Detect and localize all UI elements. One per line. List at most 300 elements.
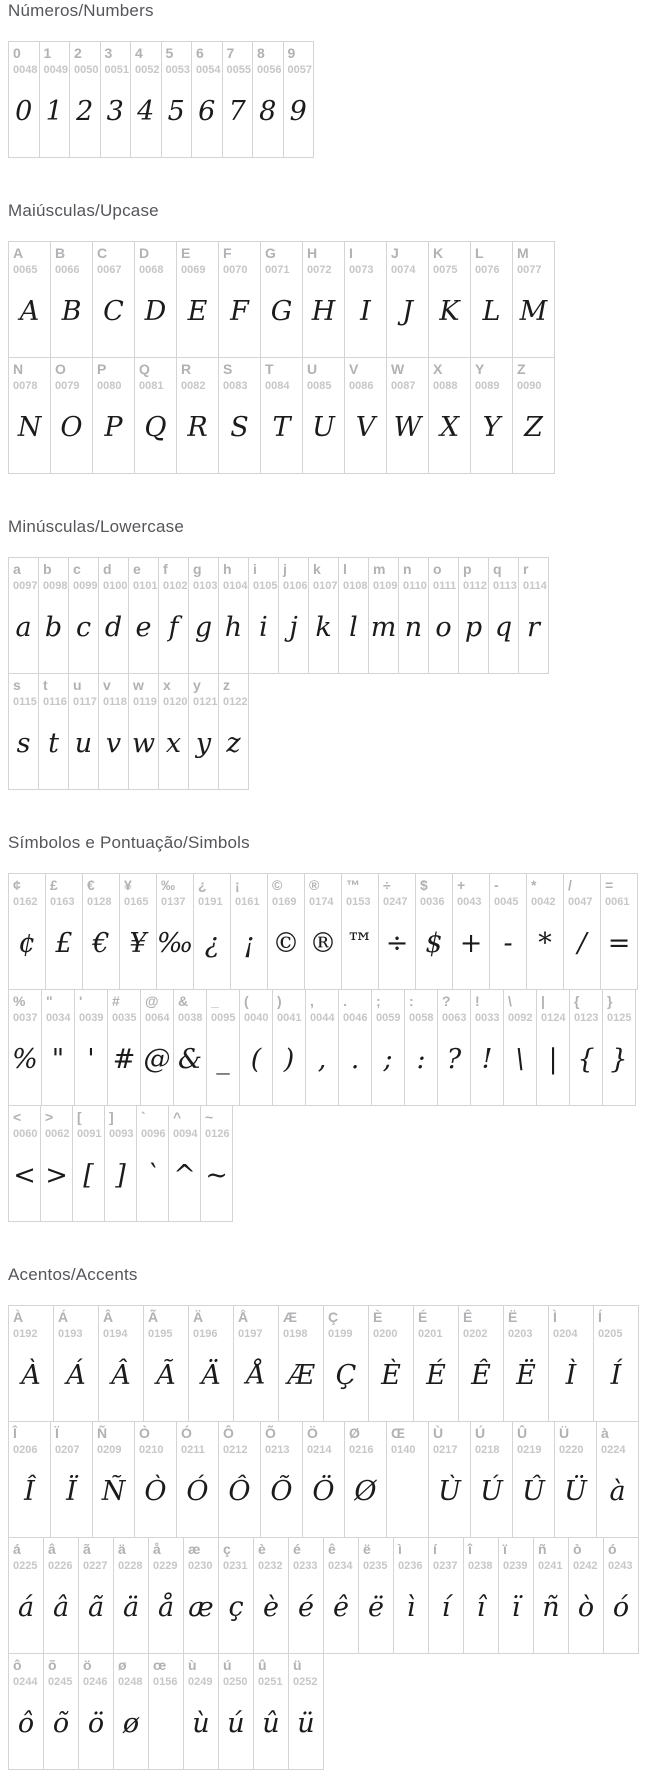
cell-unicode-code: 0117 xyxy=(73,696,97,708)
cell-unicode-code: 0249 xyxy=(188,1676,213,1688)
cell-glyph: à xyxy=(609,1475,626,1507)
cell-unicode-code: 0076 xyxy=(475,264,500,276)
cell-unicode-code: 0229 xyxy=(153,1560,178,1572)
cell-unicode-code: 0174 xyxy=(309,896,334,908)
cell-unicode-code: 0220 xyxy=(559,1444,584,1456)
cell-unicode-code: 0197 xyxy=(238,1328,263,1340)
cell-glyph: é xyxy=(298,1591,314,1623)
glyph-row xyxy=(8,673,653,790)
cell-character-label: 3 xyxy=(104,45,113,61)
cell-character-label: Ù xyxy=(433,1425,444,1441)
cell-character-label: û xyxy=(258,1657,267,1673)
cell-unicode-code: 0063 xyxy=(442,1012,467,1024)
cell-character-label: Ì xyxy=(553,1309,557,1325)
cell-character-label: ê xyxy=(328,1541,336,1557)
glyph-cell xyxy=(368,1305,414,1422)
cell-glyph: B xyxy=(61,295,82,327)
cell-character-label: F xyxy=(223,245,232,261)
cell-unicode-code: 0085 xyxy=(307,380,332,392)
cell-glyph: Ø xyxy=(354,1475,377,1507)
cell-unicode-code: 0038 xyxy=(178,1012,203,1024)
cell-unicode-code: 0097 xyxy=(13,580,38,592)
cell-character-label: í xyxy=(433,1541,437,1557)
cell-glyph: $ xyxy=(425,927,443,959)
cell-glyph: ? xyxy=(446,1043,462,1075)
glyph-cell xyxy=(278,557,309,674)
cell-glyph: Î xyxy=(24,1475,35,1507)
glyph-cell xyxy=(428,357,471,474)
cell-character-label: Æ xyxy=(283,1309,297,1325)
cell-glyph: Ò xyxy=(144,1475,167,1507)
cell-unicode-code: 0118 xyxy=(103,696,127,708)
glyph-cell xyxy=(536,989,570,1106)
section-title: Minúsculas/Lowercase xyxy=(8,517,184,536)
glyph-cell xyxy=(8,873,46,990)
glyph-cell xyxy=(134,357,177,474)
cell-glyph: ) xyxy=(283,1043,295,1075)
cell-unicode-code: 0218 xyxy=(475,1444,500,1456)
glyph-cell xyxy=(512,241,555,358)
glyph-cell xyxy=(78,1537,114,1654)
cell-unicode-code: 0064 xyxy=(145,1012,170,1024)
glyph-cell xyxy=(233,1305,279,1422)
cell-character-label: ã xyxy=(83,1541,91,1557)
cell-glyph: V xyxy=(355,411,376,443)
cell-character-label: Ê xyxy=(463,1309,473,1325)
cell-character-label: n xyxy=(403,561,412,577)
cell-glyph: í xyxy=(441,1591,451,1623)
cell-character-label: + xyxy=(457,877,466,893)
glyph-row xyxy=(8,873,653,990)
glyph-cell xyxy=(68,673,99,790)
cell-unicode-code: 0035 xyxy=(112,1012,137,1024)
glyph-cell xyxy=(338,557,369,674)
cell-glyph: Ú xyxy=(480,1475,503,1507)
glyph-cell xyxy=(533,1537,569,1654)
cell-character-label: õ xyxy=(48,1657,57,1673)
glyph-cell xyxy=(368,557,399,674)
cell-glyph: I xyxy=(360,295,371,327)
cell-unicode-code: 0241 xyxy=(538,1560,563,1572)
glyph-cell xyxy=(323,1305,369,1422)
cell-unicode-code: 0057 xyxy=(287,64,312,76)
glyph-cell xyxy=(98,1305,144,1422)
glyph-cell xyxy=(53,1305,99,1422)
cell-glyph: Z xyxy=(524,411,543,443)
cell-unicode-code: 0043 xyxy=(457,896,482,908)
cell-glyph: l xyxy=(349,611,358,643)
section-accents xyxy=(8,1266,653,1770)
cell-unicode-code: 0162 xyxy=(13,896,38,908)
cell-glyph: F xyxy=(230,295,249,327)
cell-glyph: Á xyxy=(66,1359,86,1391)
cell-glyph: ` xyxy=(145,1159,160,1191)
cell-character-label: à xyxy=(601,1425,609,1441)
cell-glyph: a xyxy=(15,611,32,643)
cell-unicode-code: 0202 xyxy=(463,1328,488,1340)
cell-glyph: £ xyxy=(55,927,73,959)
cell-unicode-code: 0104 xyxy=(223,580,248,592)
glyph-cell xyxy=(252,41,284,158)
glyph-cell xyxy=(386,357,429,474)
cell-character-label: Ã xyxy=(148,1309,159,1325)
glyph-cell xyxy=(248,557,279,674)
cell-unicode-code: 0119 xyxy=(133,696,157,708)
cell-character-label: / xyxy=(568,877,572,893)
cell-glyph: Ã xyxy=(156,1359,176,1391)
cell-character-label: H xyxy=(307,245,318,261)
glyph-cell xyxy=(50,357,93,474)
cell-unicode-code: 0216 xyxy=(349,1444,374,1456)
cell-unicode-code: 0041 xyxy=(277,1012,302,1024)
cell-character-label: d xyxy=(103,561,112,577)
glyph-cell xyxy=(338,989,372,1106)
glyph-cell xyxy=(183,1653,219,1770)
glyph-grid xyxy=(8,41,653,158)
glyph-cell xyxy=(341,873,379,990)
glyph-cell xyxy=(428,241,471,358)
cell-unicode-code: 0092 xyxy=(508,1012,533,1024)
cell-unicode-code: 0047 xyxy=(568,896,593,908)
glyph-cell xyxy=(78,1653,114,1770)
cell-unicode-code: 0049 xyxy=(43,64,68,76)
cell-glyph: ' xyxy=(87,1043,95,1075)
cell-character-label: ¢ xyxy=(13,877,21,893)
cell-unicode-code: 0230 xyxy=(188,1560,213,1572)
cell-glyph: : xyxy=(416,1043,426,1075)
glyph-cell xyxy=(92,1421,135,1538)
cell-character-label: k xyxy=(313,561,321,577)
cell-glyph: 9 xyxy=(289,95,307,127)
cell-character-label: ø xyxy=(118,1657,127,1673)
cell-unicode-code: 0214 xyxy=(307,1444,332,1456)
cell-character-label: ^ xyxy=(173,1109,182,1125)
cell-glyph: Y xyxy=(482,411,501,443)
cell-glyph: Ï xyxy=(66,1475,77,1507)
cell-glyph: ì xyxy=(406,1591,416,1623)
cell-character-label: 1 xyxy=(43,45,52,61)
glyph-cell xyxy=(398,557,429,674)
cell-unicode-code: 0044 xyxy=(310,1012,335,1024)
cell-character-label: A xyxy=(13,245,24,261)
cell-character-label: w xyxy=(133,677,144,693)
cell-unicode-code: 0199 xyxy=(328,1328,353,1340)
cell-unicode-code: 0078 xyxy=(13,380,38,392)
cell-unicode-code: 0251 xyxy=(258,1676,283,1688)
cell-unicode-code: 0193 xyxy=(58,1328,83,1340)
cell-glyph: ÷ xyxy=(385,927,409,959)
glyph-cell xyxy=(563,873,601,990)
glyph-row xyxy=(8,1105,653,1222)
cell-character-label: Õ xyxy=(265,1425,276,1441)
glyph-cell xyxy=(458,557,489,674)
cell-glyph: . xyxy=(350,1043,360,1075)
glyph-cell xyxy=(107,989,141,1106)
cell-unicode-code: 0236 xyxy=(398,1560,423,1572)
cell-unicode-code: 0213 xyxy=(265,1444,290,1456)
cell-character-label: ñ xyxy=(538,1541,547,1557)
cell-glyph: Û xyxy=(522,1475,545,1507)
cell-unicode-code: 0243 xyxy=(608,1560,633,1572)
glyph-cell xyxy=(92,241,135,358)
cell-character-label: ï xyxy=(503,1541,507,1557)
glyph-cell xyxy=(518,557,549,674)
cell-unicode-code: 0037 xyxy=(13,1012,38,1024)
cell-unicode-code: 0192 xyxy=(13,1328,38,1340)
glyph-cell xyxy=(278,1305,324,1422)
cell-unicode-code: 0033 xyxy=(475,1012,500,1024)
cell-character-label: J xyxy=(391,245,399,261)
cell-glyph: 1 xyxy=(45,95,63,127)
glyph-cell xyxy=(200,1105,233,1222)
cell-glyph: Ó xyxy=(186,1475,209,1507)
cell-glyph: ù xyxy=(192,1707,210,1739)
cell-glyph: å xyxy=(157,1591,175,1623)
cell-glyph: U xyxy=(312,411,335,443)
cell-character-label: œ xyxy=(153,1657,167,1673)
cell-character-label: ? xyxy=(442,993,451,1009)
glyph-cell xyxy=(8,1421,51,1538)
cell-unicode-code: 0137 xyxy=(161,896,186,908)
glyph-cell xyxy=(222,41,254,158)
glyph-cell xyxy=(72,1105,105,1222)
cell-glyph: ^ xyxy=(173,1159,196,1191)
cell-unicode-code: 0081 xyxy=(139,380,164,392)
cell-glyph: D xyxy=(144,295,167,327)
glyph-cell xyxy=(188,1305,234,1422)
glyph-row xyxy=(8,357,653,474)
cell-character-label: 2 xyxy=(74,45,82,61)
glyph-cell xyxy=(393,1537,429,1654)
cell-unicode-code: 0103 xyxy=(193,580,218,592)
cell-character-label: * xyxy=(531,877,537,893)
glyph-cell xyxy=(40,1105,73,1222)
cell-glyph: N xyxy=(17,411,42,443)
cell-unicode-code: 0053 xyxy=(165,64,190,76)
cell-character-label: c xyxy=(73,561,81,577)
cell-character-label: Ä xyxy=(193,1309,204,1325)
cell-unicode-code: 0231 xyxy=(223,1560,248,1572)
cell-character-label: b xyxy=(43,561,52,577)
cell-character-label: B xyxy=(55,245,66,261)
cell-glyph: M xyxy=(519,295,548,327)
cell-glyph: ç xyxy=(228,1591,244,1623)
cell-glyph: ¥ xyxy=(129,927,147,959)
cell-glyph: â xyxy=(52,1591,70,1623)
cell-character-label: , xyxy=(310,993,314,1009)
cell-unicode-code: 0245 xyxy=(48,1676,73,1688)
cell-character-label: v xyxy=(103,677,111,693)
glyph-cell xyxy=(218,1537,254,1654)
glyph-cell xyxy=(98,673,129,790)
glyph-cell xyxy=(260,357,303,474)
cell-glyph: Ù xyxy=(438,1475,461,1507)
cell-unicode-code: 0237 xyxy=(433,1560,458,1572)
glyph-cell xyxy=(43,1653,79,1770)
cell-glyph: e xyxy=(135,611,152,643)
cell-glyph: { xyxy=(577,1043,595,1075)
cell-glyph: A xyxy=(19,295,40,327)
cell-character-label: ÷ xyxy=(383,877,391,893)
glyph-cell xyxy=(140,989,174,1106)
cell-character-label: m xyxy=(373,561,386,577)
cell-character-label: À xyxy=(13,1309,24,1325)
cell-unicode-code: 0083 xyxy=(223,380,248,392)
glyph-row xyxy=(8,557,653,674)
cell-unicode-code: 0205 xyxy=(598,1328,623,1340)
cell-glyph: # xyxy=(112,1043,136,1075)
cell-glyph: ~ xyxy=(205,1159,228,1191)
cell-character-label: Ï xyxy=(55,1425,59,1441)
glyph-cell xyxy=(218,557,249,674)
cell-unicode-code: 0055 xyxy=(226,64,251,76)
cell-unicode-code: 0046 xyxy=(343,1012,368,1024)
glyph-cell xyxy=(98,557,129,674)
glyph-cell xyxy=(428,557,459,674)
cell-glyph: S xyxy=(230,411,249,443)
cell-unicode-code: 0091 xyxy=(77,1128,102,1140)
cell-glyph: & xyxy=(177,1043,203,1075)
glyph-cell xyxy=(267,873,305,990)
cell-unicode-code: 0056 xyxy=(257,64,282,76)
glyph-cell xyxy=(288,1537,324,1654)
glyph-grid xyxy=(8,557,653,790)
glyph-cell xyxy=(470,1421,513,1538)
glyph-cell xyxy=(206,989,240,1106)
cell-unicode-code: 0122 xyxy=(223,696,248,708)
cell-glyph: ö xyxy=(87,1707,105,1739)
glyph-row xyxy=(8,1305,653,1422)
glyph-cell xyxy=(143,1305,189,1422)
cell-glyph: w xyxy=(131,727,156,759)
glyph-cell xyxy=(8,357,51,474)
glyph-cell xyxy=(218,1653,254,1770)
glyph-grid xyxy=(8,873,653,1222)
glyph-cell xyxy=(344,1421,387,1538)
cell-glyph: x xyxy=(165,727,182,759)
cell-character-label: ç xyxy=(223,1541,231,1557)
cell-unicode-code: 0244 xyxy=(13,1676,38,1688)
cell-glyph: E xyxy=(187,295,208,327)
cell-glyph: O xyxy=(60,411,83,443)
cell-unicode-code: 0054 xyxy=(196,64,221,76)
cell-character-label: g xyxy=(193,561,202,577)
glyph-cell xyxy=(386,241,429,358)
cell-unicode-code: 0105 xyxy=(253,580,278,592)
cell-unicode-code: 0088 xyxy=(433,380,458,392)
cell-character-label: > xyxy=(45,1109,54,1125)
cell-unicode-code: 0242 xyxy=(573,1560,598,1572)
glyph-cell xyxy=(230,873,268,990)
glyph-cell xyxy=(470,357,513,474)
cell-character-label: t xyxy=(43,677,48,693)
cell-unicode-code: 0095 xyxy=(211,1012,236,1024)
cell-character-label: á xyxy=(13,1541,21,1557)
cell-unicode-code: 0200 xyxy=(373,1328,398,1340)
cell-character-label: | xyxy=(541,993,545,1009)
cell-character-label: % xyxy=(13,993,26,1009)
glyph-cell xyxy=(43,1537,79,1654)
cell-unicode-code: 0071 xyxy=(265,264,290,276)
cell-unicode-code: 0209 xyxy=(97,1444,122,1456)
glyph-cell xyxy=(344,357,387,474)
glyph-row xyxy=(8,41,653,158)
glyph-cell xyxy=(463,1537,499,1654)
glyph-cell xyxy=(260,241,303,358)
cell-character-label: ó xyxy=(608,1541,617,1557)
glyph-cell xyxy=(100,41,132,158)
glyph-cell xyxy=(68,557,99,674)
cell-glyph: C xyxy=(103,295,124,327)
glyph-cell xyxy=(302,1421,345,1538)
cell-unicode-code: 0075 xyxy=(433,264,458,276)
cell-unicode-code: 0070 xyxy=(223,264,248,276)
glyph-grid xyxy=(8,241,653,474)
glyph-cell xyxy=(156,873,194,990)
cell-character-label: Ú xyxy=(475,1425,486,1441)
cell-character-label: 5 xyxy=(165,45,174,61)
cell-unicode-code: 0125 xyxy=(607,1012,632,1024)
cell-unicode-code: 0086 xyxy=(349,380,374,392)
glyph-cell xyxy=(134,241,177,358)
cell-glyph: û xyxy=(262,1707,280,1739)
cell-glyph: / xyxy=(577,927,587,959)
cell-unicode-code: 0093 xyxy=(109,1128,134,1140)
section-lowercase xyxy=(8,518,653,790)
cell-glyph: 5 xyxy=(167,95,185,127)
cell-unicode-code: 0106 xyxy=(283,580,308,592)
glyph-cell xyxy=(8,989,42,1106)
glyph-cell xyxy=(308,557,339,674)
cell-unicode-code: 0072 xyxy=(307,264,332,276)
cell-glyph: ! xyxy=(481,1043,493,1075)
glyph-cell xyxy=(503,1305,549,1422)
cell-glyph: 3 xyxy=(106,95,124,127)
cell-glyph: 6 xyxy=(198,95,216,127)
glyph-cell xyxy=(92,357,135,474)
glyph-cell xyxy=(8,241,51,358)
glyph-cell xyxy=(38,673,69,790)
cell-glyph: j xyxy=(289,611,298,643)
cell-glyph: P xyxy=(104,411,123,443)
glyph-row xyxy=(8,989,653,1106)
cell-unicode-code: 0153 xyxy=(346,896,371,908)
glyph-cell xyxy=(158,673,189,790)
cell-character-label: 4 xyxy=(135,45,143,61)
cell-unicode-code: 0228 xyxy=(118,1560,143,1572)
cell-glyph: * xyxy=(538,927,552,959)
glyph-cell xyxy=(176,1421,219,1538)
cell-glyph: R xyxy=(187,411,208,443)
cell-glyph: d xyxy=(104,611,123,643)
glyph-cell xyxy=(148,1653,184,1770)
cell-glyph: ñ xyxy=(542,1591,560,1623)
glyph-cell xyxy=(134,1421,177,1538)
cell-unicode-code: 0211 xyxy=(181,1444,205,1456)
cell-glyph: ‰ xyxy=(156,927,194,959)
glyph-cell xyxy=(69,41,101,158)
cell-unicode-code: 0087 xyxy=(391,380,416,392)
glyph-cell xyxy=(554,1421,597,1538)
cell-glyph: 0 xyxy=(15,95,33,127)
cell-unicode-code: 0061 xyxy=(605,896,630,908)
cell-character-label: u xyxy=(73,677,82,693)
glyph-cell xyxy=(458,1305,504,1422)
cell-unicode-code: 0238 xyxy=(468,1560,493,1572)
cell-glyph: 2 xyxy=(76,95,94,127)
cell-glyph xyxy=(387,1462,428,1520)
cell-unicode-code: 0217 xyxy=(433,1444,458,1456)
